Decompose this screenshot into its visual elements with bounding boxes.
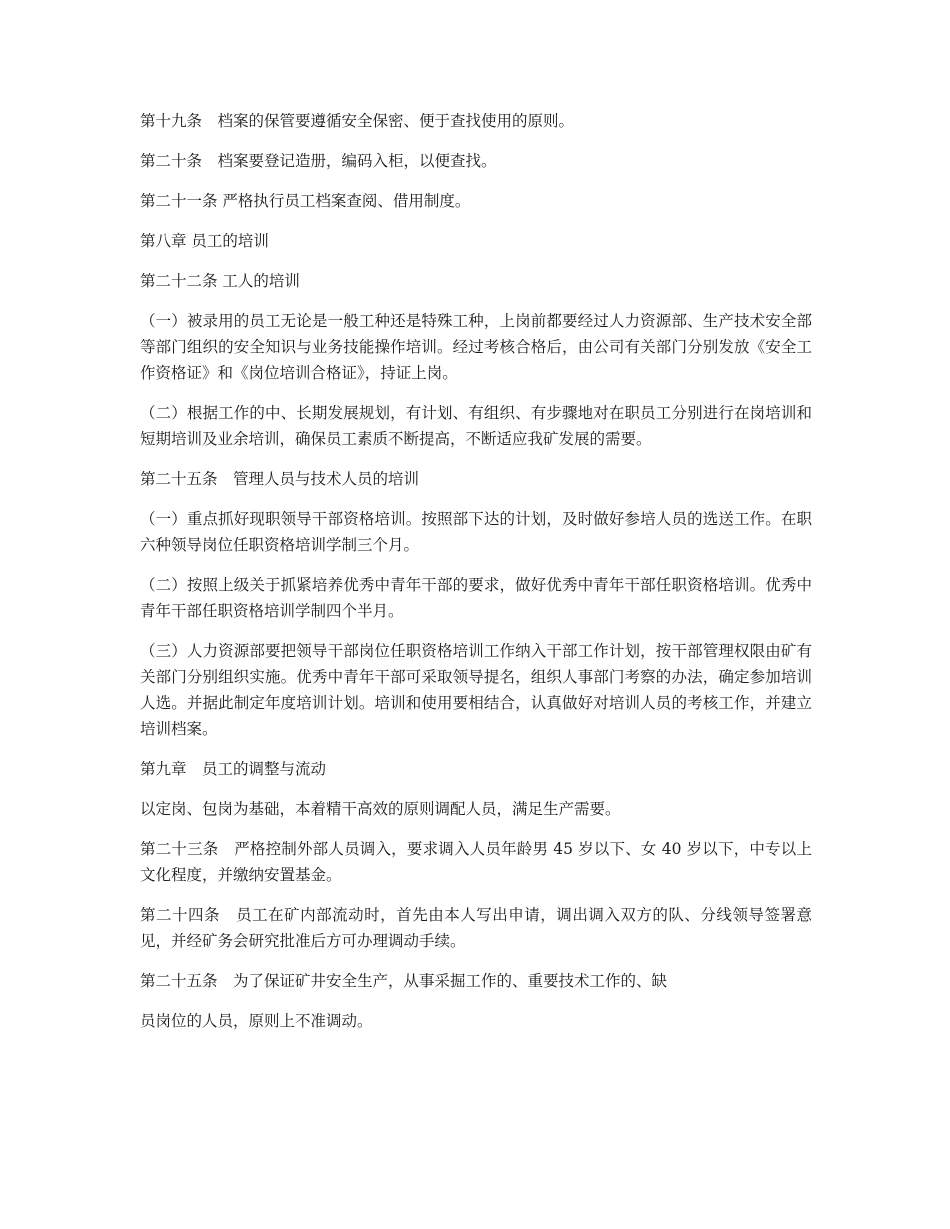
article-19: 第十九条 档案的保管要遵循安全保密、便于查找使用的原则。: [140, 112, 575, 130]
article-25-item-3: （三）人力资源部要把领导干部岗位任职资格培训工作纳入干部工作计划，按干部管理权限由矿有关部门分别组织实施。优秀中青年干部可采取领导提名，组织人事部门考察的办法，确定参加培训人选。并据此制定年度培训计划。培训和使用要相结合，认真做好对培训人员的考核工作，并建立培训档案。: [140, 642, 812, 738]
article-21: 第二十一条 严格执行员工档案查阅、借用制度。: [140, 192, 471, 210]
article-25-transfer: 第二十五条 为了保证矿井安全生产，从事采掘工作的、重要技术工作的、缺: [140, 972, 668, 990]
article-22-item-1: （一）被录用的员工无论是一般工种还是特殊工种，上岗前都要经过人力资源部、生产技术安全部等部门组织的安全知识与业务技能操作培训。经过考核合格后，由公司有关部门分别发放《安全工作资格证》和《岗位培训合格证》，持证上岗。: [140, 312, 812, 382]
article-25-item-1: （一）重点抓好现职领导干部资格培训。按照部下达的计划，及时做好参培人员的选送工作。在职六种领导岗位任职资格培训学制三个月。: [140, 510, 812, 554]
article-22: 第二十二条 工人的培训: [140, 272, 300, 290]
article-25-transfer-continued: 员岗位的人员，原则上不准调动。: [140, 1012, 373, 1030]
chapter-9-intro: 以定岗、包岗为基础，本着精干高效的原则调配人员，满足生产需要。: [140, 800, 621, 818]
article-25-training: 第二十五条 管理人员与技术人员的培训: [140, 470, 420, 488]
document-body: [140, 108, 812, 1048]
article-20: 第二十条 档案要登记造册，编码入柜，以便查找。: [140, 152, 497, 170]
article-22-item-2: （二）根据工作的中、长期发展规划，有计划、有组织、有步骤地对在职员工分别进行在岗培训和短期培训及业余培训，确保员工素质不断提高，不断适应我矿发展的需要。: [140, 404, 812, 448]
chapter-9-heading: 第九章 员工的调整与流动: [140, 760, 327, 778]
article-23: 第二十三条 严格控制外部人员调入，要求调入人员年龄男 45 岁以下、女 40 岁以下，中专以上文化程度，并缴纳安置基金。: [140, 840, 812, 884]
article-25-item-2: （二）按照上级关于抓紧培养优秀中青年干部的要求，做好优秀中青年干部任职资格培训。优秀中青年干部任职资格培训学制四个半月。: [140, 576, 812, 620]
chapter-8-heading: 第八章 员工的培训: [140, 232, 269, 250]
article-24: 第二十四条 员工在矿内部流动时，首先由本人写出申请，调出调入双方的队、分线领导签署意见，并经矿务会研究批准后方可办理调动手续。: [140, 906, 812, 950]
